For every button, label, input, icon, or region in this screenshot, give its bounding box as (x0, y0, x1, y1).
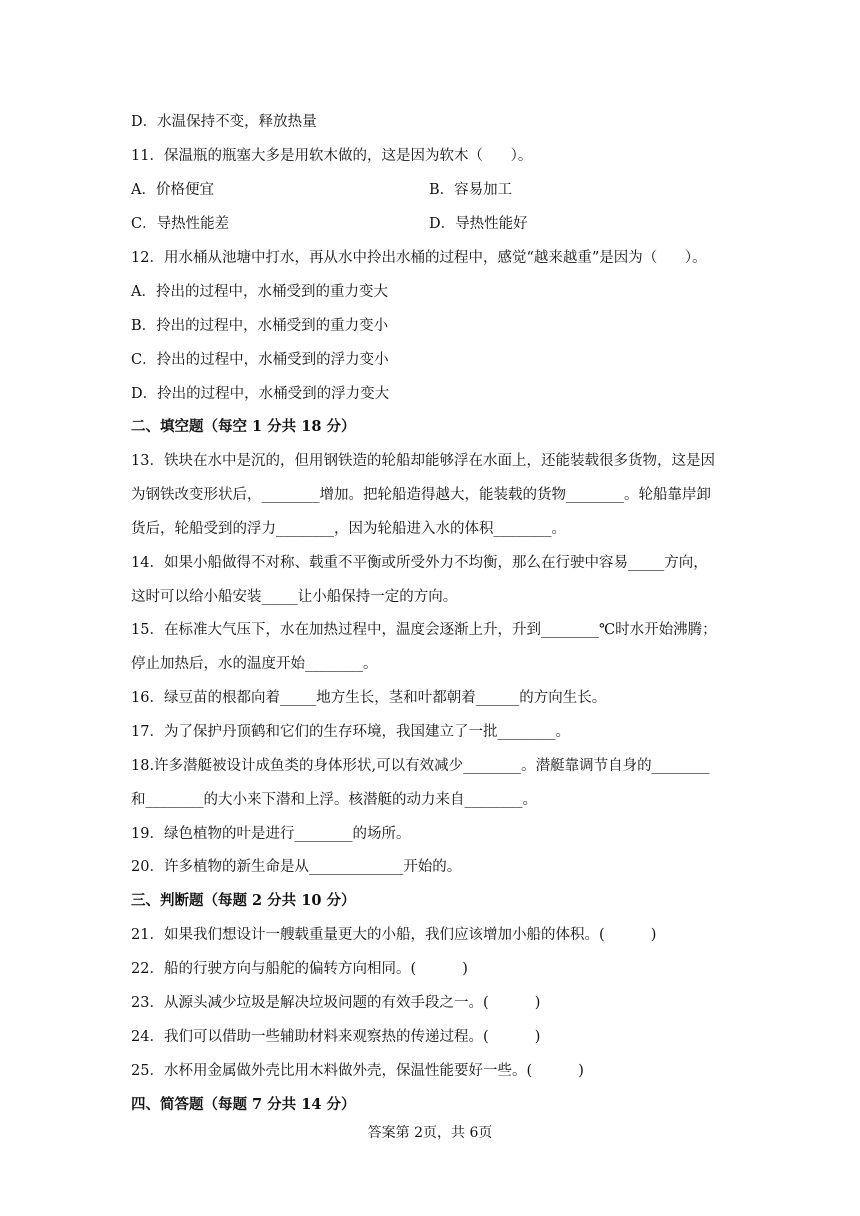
question-line (131, 146, 741, 166)
line-text: 三、判断题（每题 2 分共 10 分） (131, 892, 356, 909)
question-line (131, 485, 741, 505)
question-line (131, 112, 741, 132)
question-line (131, 384, 741, 404)
line-text: 20．许多植物的新生命是从_____________开始的。 (131, 859, 462, 875)
question-line (131, 1061, 741, 1081)
question-line (131, 688, 741, 708)
line-text: 停止加热后，水的温度开始________。 (131, 656, 378, 672)
option-right-column: D．导热性能好 (429, 216, 528, 232)
question-line (131, 620, 741, 640)
line-text: B．拎出的过程中，水桶受到的重力变小 (131, 318, 389, 334)
line-text: 货后，轮船受到的浮力________，因为轮船进入水的体积________。 (131, 521, 566, 537)
line-text: 18.许多潜艇被设计成鱼类的身体形状,可以有效减少________。潜艇靠调节自身的________ (131, 758, 710, 774)
line-text: 17．为了保护丹顶鹤和它们的生存环境，我国建立了一批________。 (131, 724, 570, 740)
question-line (131, 587, 741, 607)
line-text: C．拎出的过程中，水桶受到的浮力变小 (131, 352, 389, 368)
line-text: 13．铁块在水中是沉的，但用钢铁造的轮船却能够浮在水面上，还能装载很多货物，这是因 (131, 453, 715, 469)
question-line (131, 1027, 741, 1047)
line-text: 14．如果小船做得不对称、载重不平衡或所受外力不均衡，那么在行驶中容易_____方向， (131, 555, 708, 571)
line-text: 这时可以给小船安装_____让小船保持一定的方向。 (131, 589, 458, 605)
line-text: D．拎出的过程中，水桶受到的浮力变大 (131, 386, 390, 402)
section-heading (131, 417, 741, 437)
line-text: 19．绿色植物的叶是进行________的场所。 (131, 826, 411, 842)
section-heading (131, 891, 741, 911)
question-line (131, 993, 741, 1013)
line-text: 16．绿豆苗的根都向着_____地方生长，茎和叶都朝着______的方向生长。 (131, 690, 607, 706)
line-text: 四、简答题（每题 7 分共 14 分） (131, 1096, 356, 1113)
question-line (131, 824, 741, 844)
line-text: 为钢铁改变形状后，________增加。把轮船造得越大，能装载的货物________。轮船靠岸卸 (131, 487, 711, 503)
question-line (131, 756, 741, 776)
question-line (131, 451, 741, 471)
question-line (131, 350, 741, 370)
line-text: 25．水杯用金属做外壳比用木料做外壳，保温性能要好一些。( ) (131, 1063, 584, 1079)
line-text: 24．我们可以借助一些辅助材料来观察热的传递过程。( ) (131, 1029, 541, 1045)
question-line (131, 925, 741, 945)
section-heading (131, 1095, 741, 1115)
question-line (131, 959, 741, 979)
option-right-column: B．容易加工 (429, 182, 513, 198)
line-text: 12．用水桶从池塘中打水，再从水中拎出水桶的过程中，感觉“越来越重”是因为（ ）。 (131, 250, 707, 266)
line-text: A．价格便宜 (131, 182, 214, 198)
line-text: A．拎出的过程中，水桶受到的重力变大 (131, 284, 388, 300)
question-line (131, 180, 741, 200)
question-line (131, 857, 741, 877)
line-text: 11．保温瓶的瓶塞大多是用软木做的，这是因为软木（ ）。 (131, 148, 533, 164)
line-text: 21．如果我们想设计一艘载重量更大的小船，我们应该增加小船的体积。( ) (131, 927, 657, 943)
line-text: 二、填空题（每空 1 分共 18 分） (131, 418, 356, 435)
question-line (131, 248, 741, 268)
question-line (131, 790, 741, 810)
line-text: 15．在标准大气压下，水在加热过程中，温度会逐渐上升，升到________℃时水开始沸腾； (131, 622, 717, 638)
line-text: 和________的大小来下潜和上浮。核潜艇的动力来自________。 (131, 792, 537, 808)
line-text: C．导热性能差 (131, 216, 230, 232)
line-text: D．水温保持不变，释放热量 (131, 114, 317, 130)
question-line (131, 214, 741, 234)
question-line (131, 553, 741, 573)
question-line (131, 519, 741, 539)
question-line (131, 282, 741, 302)
line-text: 22．船的行驶方向与船舵的偏转方向相同。( ) (131, 961, 468, 977)
page-footer: 答案第 2页，共 6页 (367, 1125, 493, 1141)
line-text: 23．从源头减少垃圾是解决垃圾问题的有效手段之一。( ) (131, 995, 541, 1011)
question-line (131, 722, 741, 742)
question-line (131, 654, 741, 674)
question-line (131, 316, 741, 336)
